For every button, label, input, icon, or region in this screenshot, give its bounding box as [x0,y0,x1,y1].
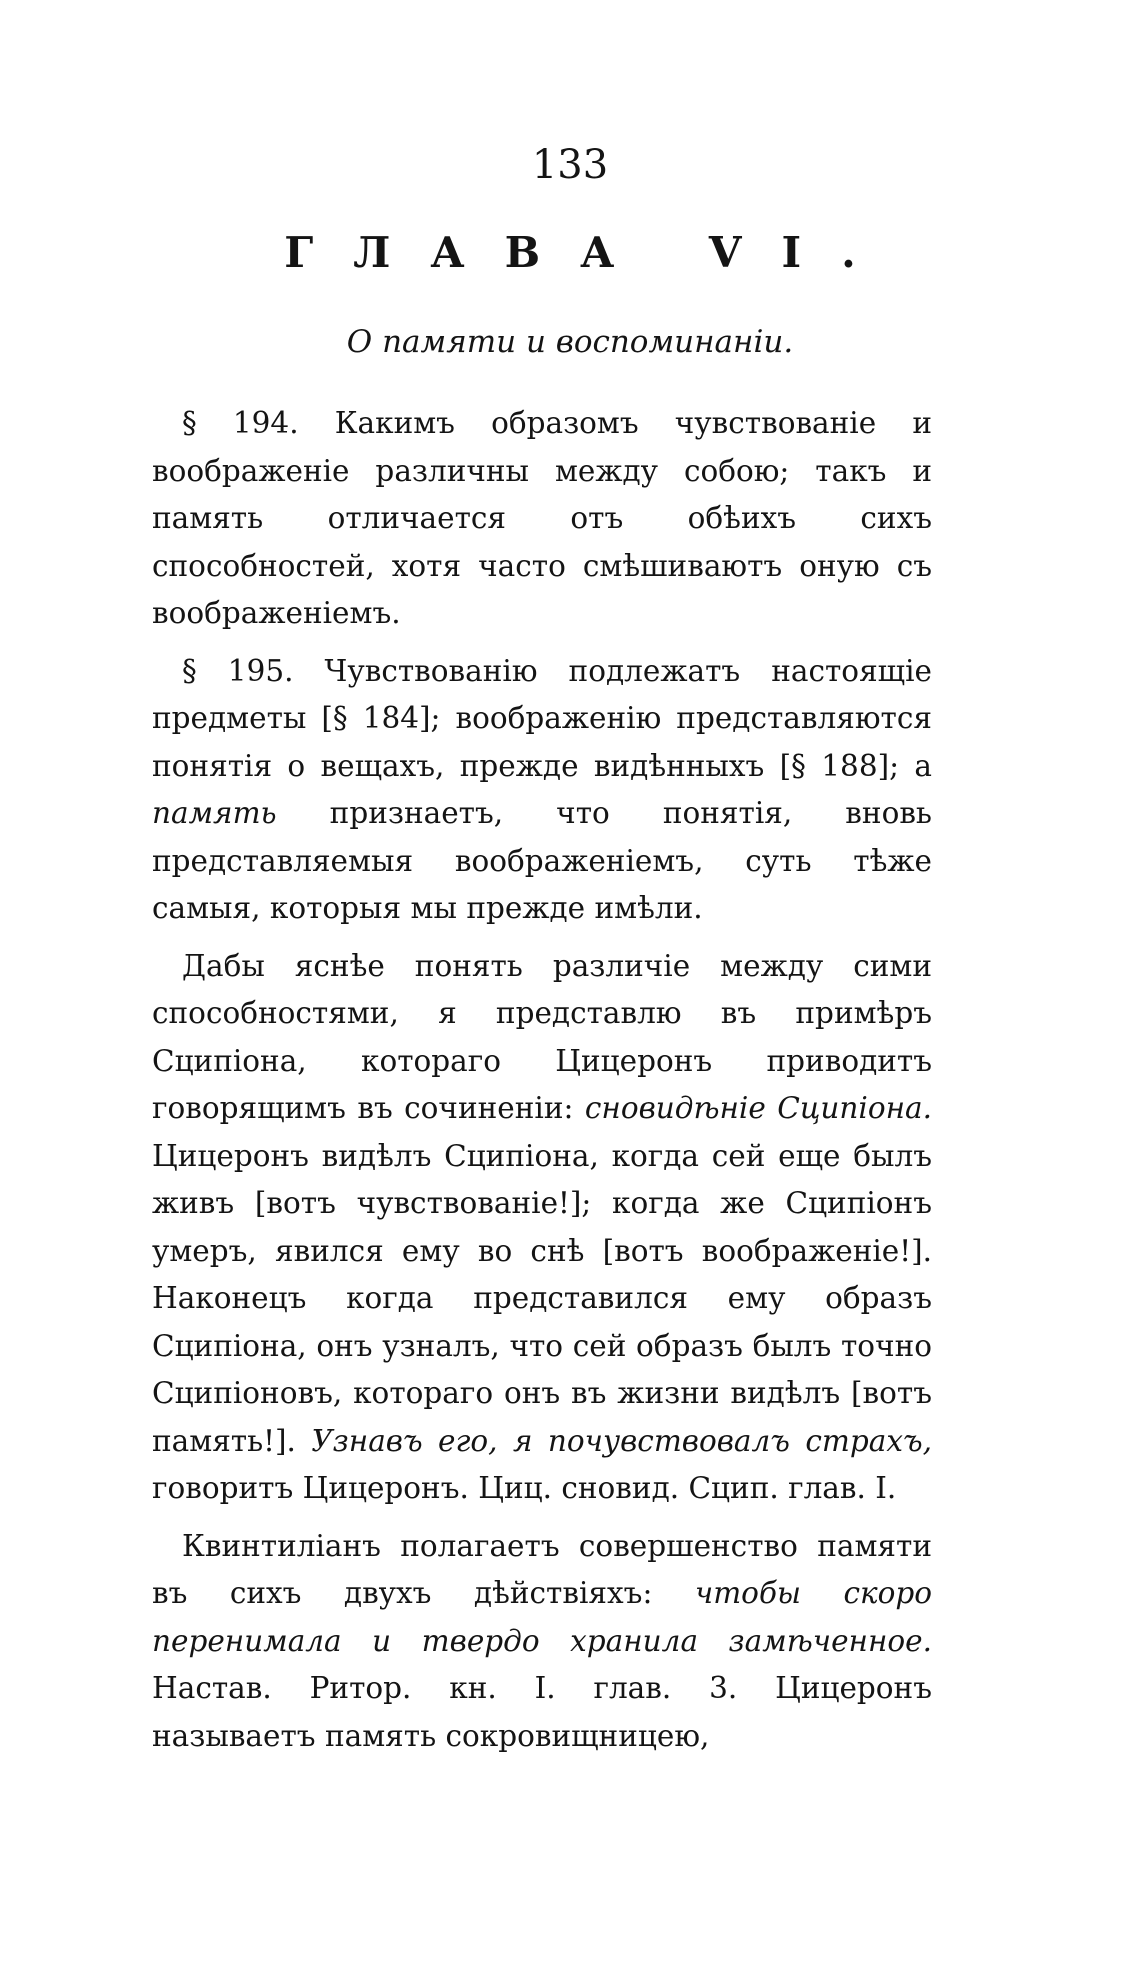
body-text [152,400,932,1770]
text-run: § 194. Какимъ образомъ чувствованіе и воображеніе различны между собою; такъ и память отличается отъ обѣихъ сихъ способностей, хотя часто смѣшиваютъ оную съ воображеніемъ. [152,406,932,630]
text-run: § 195. Чувствованію подлежатъ настоящіе предметы [§ 184]; воображенію представляются понятія о вещахъ, прежде видѣнныхъ [§ 188]; а [152,653,932,783]
paragraph-195 [152,648,932,933]
paragraph-quintilian [152,1523,932,1761]
text-run: Цицеронъ видѣлъ Сципіона, когда сей еще былъ живъ [вотъ чувствованіе!]; когда же Сципіонъ умеръ, явился ему во снѣ [вотъ воображеніе!]. Наконецъ когда представился ему образъ Сципіона, онъ узналъ, что сей образъ былъ точно Сципіоновъ, котораго онъ въ жизни видѣлъ [вотъ память!]. [152,1138,932,1458]
emphasis-text: Узнавъ его, я почувствовалъ страхъ, [311,1423,933,1458]
text-run: Дабы яснѣе понять различіе между сими способностями, я представлю въ примѣръ Сципіона, котораго Цицеронъ приводитъ говорящимъ въ сочиненіи: [152,948,932,1125]
chapter-subtitle: О памяти и воспоминаніи. [346,324,794,360]
paragraph-194 [152,400,932,638]
text-run: Квинтиліанъ полагаетъ совершенство памяти въ сихъ двухъ дѣйствіяхъ: [152,1528,932,1610]
text-run: Настав. Ритор. кн. I. глав. 3. Цицеронъ называетъ память сокровищницею, [152,1671,932,1753]
emphasis-text: сновидѣніе Сципіона. [584,1091,933,1125]
page-number: 133 [531,142,609,188]
text-run: говоритъ Цицеронъ. Циц. сновид. Сцип. глав. I. [152,1471,897,1505]
emphasis-text: чтобы скоро перенимала и твердо хранила замѣченное. [152,1576,932,1658]
text-run: признаетъ, что понятія, вновь представляемыя воображеніемъ, суть тѣже самыя, которыя мы прежде имѣли. [152,796,932,925]
chapter-heading: ГЛАВА VI. [284,228,896,277]
emphasis-text: память [152,796,277,830]
paragraph-scipio [152,943,932,1513]
